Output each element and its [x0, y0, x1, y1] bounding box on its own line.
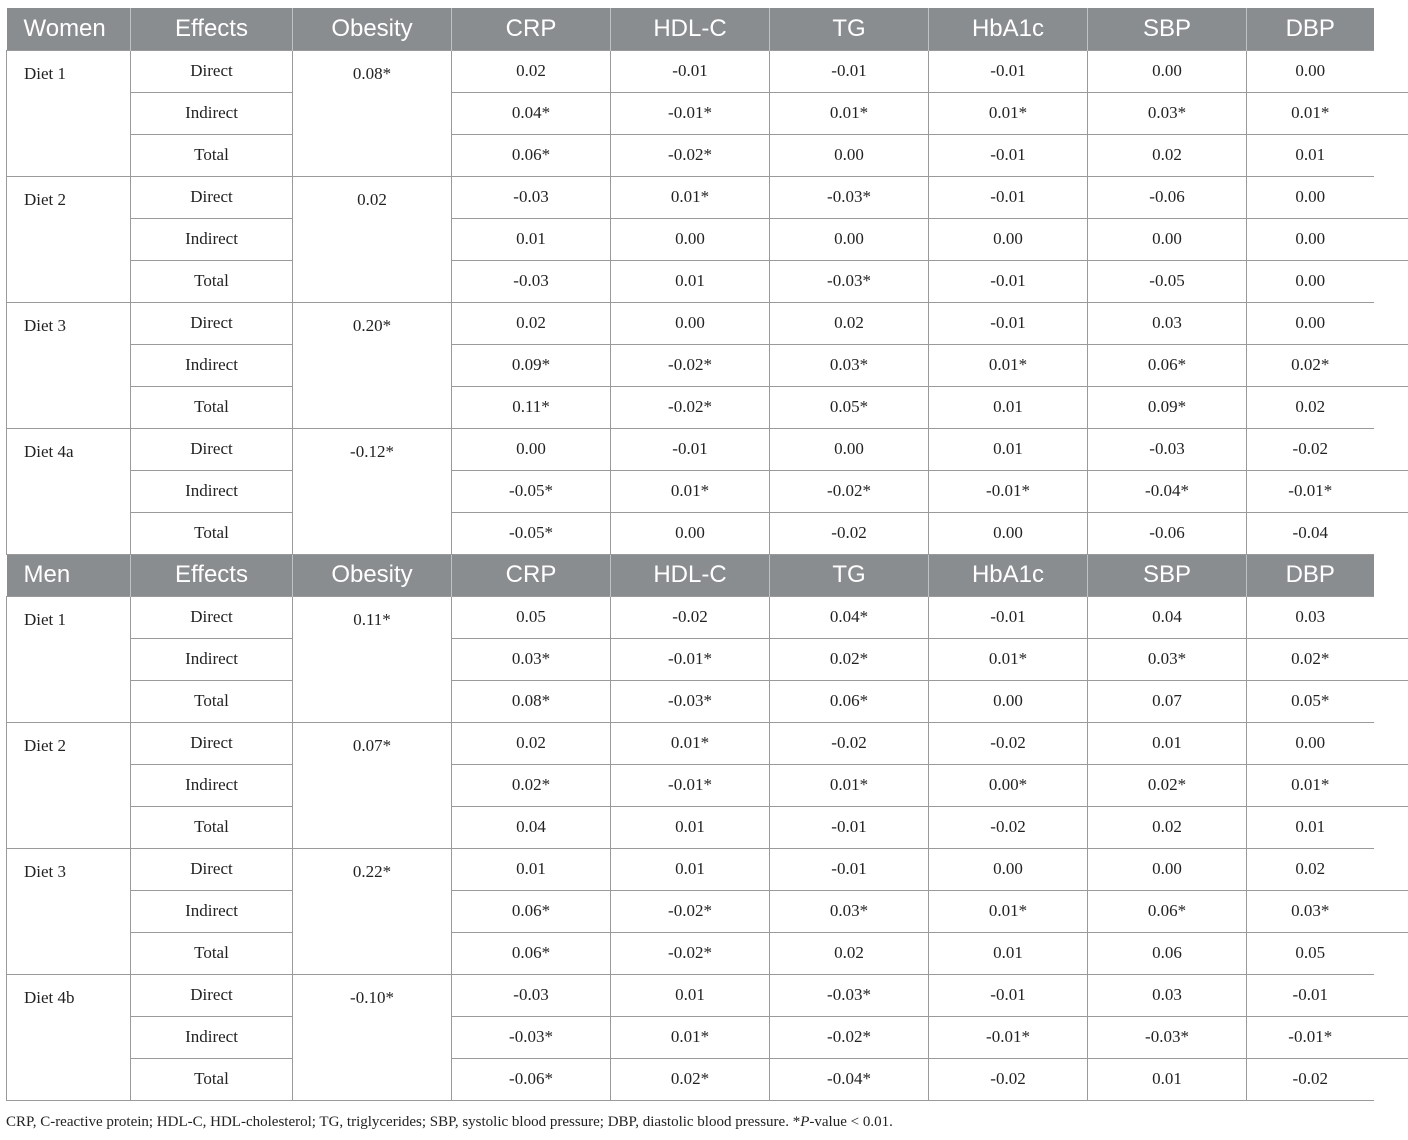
- value-cell: -0.01: [611, 428, 770, 470]
- results-table-container: [6, 8, 1408, 1101]
- obesity-value: -0.10*: [293, 974, 452, 1100]
- effect-label: Direct: [131, 848, 293, 890]
- table-row: [7, 974, 1408, 1016]
- value-cell: 0.01: [1247, 134, 1374, 176]
- value-cell: 0.03: [1088, 302, 1247, 344]
- table-row: [7, 680, 1408, 722]
- value-cell: 0.00: [1088, 848, 1247, 890]
- value-cell: 0.05: [452, 596, 611, 638]
- effect-label: Total: [131, 260, 293, 302]
- value-cell: -0.03*: [452, 1016, 611, 1058]
- value-cell: 0.02: [452, 302, 611, 344]
- value-cell: 0.09*: [1088, 386, 1247, 428]
- value-cell: -0.01: [770, 50, 929, 92]
- value-cell: -0.01: [929, 134, 1088, 176]
- value-cell: 0.05*: [770, 386, 929, 428]
- value-cell: 0.00: [1247, 218, 1374, 260]
- value-cell: 0.01: [929, 932, 1088, 974]
- value-cell: -0.03: [452, 974, 611, 1016]
- value-cell: 0.00: [1088, 50, 1247, 92]
- column-header: CRP: [452, 8, 611, 50]
- value-cell: 0.01: [1088, 1058, 1247, 1100]
- table-row: [7, 764, 1408, 806]
- footnote-p-rest: -value < 0.01.: [809, 1114, 893, 1130]
- value-cell: 0.03*: [452, 638, 611, 680]
- value-cell: 0.02: [452, 722, 611, 764]
- value-cell: 0.00: [1088, 218, 1247, 260]
- value-cell: -0.02*: [611, 932, 770, 974]
- table-row: [7, 932, 1408, 974]
- value-cell: 0.02*: [770, 638, 929, 680]
- table-row: [7, 638, 1408, 680]
- value-cell: 0.01*: [929, 890, 1088, 932]
- value-cell: -0.01*: [611, 764, 770, 806]
- row-extension: [1374, 848, 1408, 890]
- value-cell: -0.03*: [1088, 1016, 1247, 1058]
- obesity-value: 0.02: [293, 176, 452, 302]
- value-cell: 0.01*: [611, 470, 770, 512]
- row-extension: [1374, 92, 1408, 134]
- value-cell: -0.02: [1247, 428, 1374, 470]
- value-cell: 0.04*: [452, 92, 611, 134]
- effect-label: Indirect: [131, 890, 293, 932]
- effect-label: Indirect: [131, 764, 293, 806]
- row-extension: [1374, 344, 1408, 386]
- value-cell: -0.01*: [1247, 470, 1374, 512]
- row-extension: [1374, 176, 1408, 218]
- value-cell: 0.01*: [929, 344, 1088, 386]
- value-cell: 0.00: [1247, 722, 1374, 764]
- value-cell: -0.06: [1088, 176, 1247, 218]
- value-cell: 0.06*: [1088, 344, 1247, 386]
- value-cell: 0.06*: [452, 134, 611, 176]
- value-cell: -0.02: [770, 722, 929, 764]
- diet-label: Diet 1: [7, 596, 131, 722]
- diet-label: Diet 2: [7, 722, 131, 848]
- value-cell: 0.00: [452, 428, 611, 470]
- diet-label: Diet 4a: [7, 428, 131, 554]
- effect-label: Direct: [131, 176, 293, 218]
- value-cell: -0.01: [611, 50, 770, 92]
- value-cell: 0.01: [929, 428, 1088, 470]
- column-header: DBP: [1247, 554, 1374, 596]
- row-extension: [1374, 512, 1408, 554]
- value-cell: -0.02*: [611, 386, 770, 428]
- value-cell: 0.02*: [452, 764, 611, 806]
- section-label: Women: [7, 8, 131, 50]
- row-extension: [1374, 260, 1408, 302]
- table-row: [7, 386, 1408, 428]
- value-cell: 0.00: [1247, 176, 1374, 218]
- value-cell: -0.02*: [770, 1016, 929, 1058]
- table-row: [7, 92, 1408, 134]
- row-extension: [1374, 638, 1408, 680]
- section-header-row: [7, 554, 1408, 596]
- value-cell: -0.03: [452, 176, 611, 218]
- value-cell: -0.01: [929, 302, 1088, 344]
- row-extension: [1374, 134, 1408, 176]
- table-row: [7, 890, 1408, 932]
- value-cell: 0.03*: [770, 890, 929, 932]
- header-spacer: [1374, 8, 1408, 50]
- effect-label: Total: [131, 932, 293, 974]
- value-cell: 0.08*: [452, 680, 611, 722]
- effect-label: Direct: [131, 596, 293, 638]
- obesity-value: 0.11*: [293, 596, 452, 722]
- value-cell: 0.02*: [1088, 764, 1247, 806]
- effect-label: Indirect: [131, 218, 293, 260]
- value-cell: 0.01: [452, 848, 611, 890]
- row-extension: [1374, 974, 1408, 1016]
- value-cell: -0.02*: [611, 890, 770, 932]
- table-footnote: [6, 1114, 893, 1131]
- obesity-value: 0.20*: [293, 302, 452, 428]
- diet-label: Diet 3: [7, 302, 131, 428]
- value-cell: 0.01: [611, 260, 770, 302]
- value-cell: -0.02: [1247, 1058, 1374, 1100]
- value-cell: -0.01: [770, 806, 929, 848]
- row-extension: [1374, 302, 1408, 344]
- column-header: TG: [770, 554, 929, 596]
- table-row: [7, 50, 1408, 92]
- value-cell: -0.01*: [929, 1016, 1088, 1058]
- table-row: [7, 596, 1408, 638]
- value-cell: 0.00: [1247, 260, 1374, 302]
- value-cell: 0.02: [1247, 848, 1374, 890]
- column-header: Obesity: [293, 554, 452, 596]
- effect-label: Direct: [131, 302, 293, 344]
- value-cell: -0.04*: [1088, 470, 1247, 512]
- value-cell: 0.00: [1247, 302, 1374, 344]
- value-cell: 0.01: [1088, 722, 1247, 764]
- effect-label: Total: [131, 386, 293, 428]
- table-row: [7, 176, 1408, 218]
- value-cell: 0.01*: [1247, 92, 1374, 134]
- effect-label: Direct: [131, 974, 293, 1016]
- value-cell: -0.05*: [452, 512, 611, 554]
- effect-label: Total: [131, 1058, 293, 1100]
- column-header: CRP: [452, 554, 611, 596]
- value-cell: -0.01: [929, 260, 1088, 302]
- value-cell: 0.06*: [452, 932, 611, 974]
- footnote-p-label: P: [800, 1114, 810, 1130]
- value-cell: 0.00: [929, 218, 1088, 260]
- value-cell: 0.01: [611, 974, 770, 1016]
- value-cell: -0.02*: [611, 344, 770, 386]
- value-cell: 0.02: [1088, 806, 1247, 848]
- diet-label: Diet 4b: [7, 974, 131, 1100]
- obesity-value: 0.22*: [293, 848, 452, 974]
- value-cell: 0.03*: [1088, 92, 1247, 134]
- table-row: [7, 218, 1408, 260]
- table-row: [7, 1058, 1408, 1100]
- results-table: [6, 8, 1408, 1101]
- value-cell: 0.01*: [770, 764, 929, 806]
- table-row: [7, 806, 1408, 848]
- value-cell: -0.01*: [611, 638, 770, 680]
- value-cell: 0.00: [929, 680, 1088, 722]
- column-header: Effects: [131, 8, 293, 50]
- value-cell: 0.00: [611, 302, 770, 344]
- section-header-row: [7, 8, 1408, 50]
- effect-label: Direct: [131, 50, 293, 92]
- value-cell: -0.01: [770, 848, 929, 890]
- effect-label: Total: [131, 134, 293, 176]
- value-cell: 0.03*: [770, 344, 929, 386]
- value-cell: -0.02: [770, 512, 929, 554]
- value-cell: 0.01*: [611, 1016, 770, 1058]
- value-cell: 0.00: [770, 134, 929, 176]
- value-cell: -0.01*: [1247, 1016, 1374, 1058]
- value-cell: 0.06*: [1088, 890, 1247, 932]
- table-row: [7, 722, 1408, 764]
- table-row: [7, 134, 1408, 176]
- diet-label: Diet 2: [7, 176, 131, 302]
- value-cell: 0.06*: [452, 890, 611, 932]
- value-cell: 0.01*: [611, 176, 770, 218]
- value-cell: 0.11*: [452, 386, 611, 428]
- row-extension: [1374, 764, 1408, 806]
- value-cell: 0.02: [1088, 134, 1247, 176]
- value-cell: -0.02*: [770, 470, 929, 512]
- value-cell: 0.03: [1247, 596, 1374, 638]
- value-cell: -0.05: [1088, 260, 1247, 302]
- value-cell: 0.02: [770, 302, 929, 344]
- effect-label: Indirect: [131, 470, 293, 512]
- row-extension: [1374, 1058, 1408, 1100]
- column-header: DBP: [1247, 8, 1374, 50]
- value-cell: -0.03*: [770, 260, 929, 302]
- value-cell: 0.00: [611, 512, 770, 554]
- effect-label: Total: [131, 512, 293, 554]
- value-cell: -0.05*: [452, 470, 611, 512]
- row-extension: [1374, 470, 1408, 512]
- value-cell: 0.04: [452, 806, 611, 848]
- value-cell: -0.01: [929, 176, 1088, 218]
- value-cell: -0.02: [929, 1058, 1088, 1100]
- value-cell: 0.01*: [929, 638, 1088, 680]
- value-cell: 0.01: [452, 218, 611, 260]
- value-cell: -0.03*: [611, 680, 770, 722]
- diet-label: Diet 3: [7, 848, 131, 974]
- value-cell: -0.01: [929, 974, 1088, 1016]
- value-cell: 0.01: [1247, 806, 1374, 848]
- value-cell: 0.00: [1247, 50, 1374, 92]
- value-cell: -0.06: [1088, 512, 1247, 554]
- value-cell: -0.04*: [770, 1058, 929, 1100]
- column-header: HbA1c: [929, 554, 1088, 596]
- value-cell: -0.01: [929, 50, 1088, 92]
- value-cell: 0.05*: [1247, 680, 1374, 722]
- value-cell: 0.01: [929, 386, 1088, 428]
- value-cell: -0.03*: [770, 974, 929, 1016]
- obesity-value: -0.12*: [293, 428, 452, 554]
- effect-label: Direct: [131, 428, 293, 470]
- value-cell: 0.02*: [1247, 638, 1374, 680]
- value-cell: -0.01*: [929, 470, 1088, 512]
- table-row: [7, 260, 1408, 302]
- column-header: HDL-C: [611, 8, 770, 50]
- table-row: [7, 512, 1408, 554]
- column-header: Obesity: [293, 8, 452, 50]
- value-cell: -0.06*: [452, 1058, 611, 1100]
- value-cell: 0.02*: [1247, 344, 1374, 386]
- value-cell: 0.02*: [611, 1058, 770, 1100]
- row-extension: [1374, 386, 1408, 428]
- value-cell: 0.01*: [611, 722, 770, 764]
- value-cell: 0.01*: [929, 92, 1088, 134]
- obesity-value: 0.08*: [293, 50, 452, 176]
- value-cell: 0.01: [611, 806, 770, 848]
- obesity-value: 0.07*: [293, 722, 452, 848]
- section-label: Men: [7, 554, 131, 596]
- row-extension: [1374, 428, 1408, 470]
- value-cell: 0.03*: [1088, 638, 1247, 680]
- table-row: [7, 344, 1408, 386]
- effect-label: Total: [131, 806, 293, 848]
- column-header: Effects: [131, 554, 293, 596]
- table-row: [7, 848, 1408, 890]
- value-cell: -0.04: [1247, 512, 1374, 554]
- value-cell: 0.01*: [770, 92, 929, 134]
- row-extension: [1374, 1016, 1408, 1058]
- value-cell: -0.02: [929, 722, 1088, 764]
- value-cell: -0.03: [1088, 428, 1247, 470]
- diet-label: Diet 1: [7, 50, 131, 176]
- column-header: HDL-C: [611, 554, 770, 596]
- value-cell: -0.01: [1247, 974, 1374, 1016]
- row-extension: [1374, 218, 1408, 260]
- column-header: SBP: [1088, 8, 1247, 50]
- row-extension: [1374, 680, 1408, 722]
- effect-label: Total: [131, 680, 293, 722]
- row-extension: [1374, 596, 1408, 638]
- value-cell: 0.03*: [1247, 890, 1374, 932]
- effect-label: Indirect: [131, 638, 293, 680]
- table-row: [7, 428, 1408, 470]
- value-cell: 0.06: [1088, 932, 1247, 974]
- table-row: [7, 302, 1408, 344]
- value-cell: -0.01: [929, 596, 1088, 638]
- column-header: TG: [770, 8, 929, 50]
- row-extension: [1374, 932, 1408, 974]
- effect-label: Indirect: [131, 344, 293, 386]
- value-cell: 0.00: [770, 428, 929, 470]
- value-cell: -0.02: [611, 596, 770, 638]
- value-cell: 0.00: [929, 848, 1088, 890]
- value-cell: 0.02: [770, 932, 929, 974]
- effect-label: Indirect: [131, 1016, 293, 1058]
- value-cell: -0.01*: [611, 92, 770, 134]
- row-extension: [1374, 806, 1408, 848]
- value-cell: 0.07: [1088, 680, 1247, 722]
- value-cell: 0.03: [1088, 974, 1247, 1016]
- table-row: [7, 470, 1408, 512]
- value-cell: -0.03: [452, 260, 611, 302]
- value-cell: 0.00*: [929, 764, 1088, 806]
- value-cell: 0.01*: [1247, 764, 1374, 806]
- value-cell: 0.00: [929, 512, 1088, 554]
- effect-label: Direct: [131, 722, 293, 764]
- table-row: [7, 1016, 1408, 1058]
- value-cell: 0.02: [452, 50, 611, 92]
- column-header: SBP: [1088, 554, 1247, 596]
- row-extension: [1374, 890, 1408, 932]
- row-extension: [1374, 722, 1408, 764]
- value-cell: 0.02: [1247, 386, 1374, 428]
- value-cell: -0.02: [929, 806, 1088, 848]
- value-cell: 0.05: [1247, 932, 1374, 974]
- value-cell: 0.06*: [770, 680, 929, 722]
- value-cell: 0.04: [1088, 596, 1247, 638]
- value-cell: 0.01: [611, 848, 770, 890]
- value-cell: 0.00: [611, 218, 770, 260]
- column-header: HbA1c: [929, 8, 1088, 50]
- footnote-text: CRP, C-reactive protein; HDL-C, HDL-cholesterol; TG, triglycerides; SBP, systolic blood pressure; DBP, diastolic blood pressure. *: [6, 1114, 801, 1130]
- row-extension: [1374, 50, 1408, 92]
- value-cell: 0.00: [770, 218, 929, 260]
- header-spacer: [1374, 554, 1408, 596]
- value-cell: -0.03*: [770, 176, 929, 218]
- effect-label: Indirect: [131, 92, 293, 134]
- value-cell: 0.09*: [452, 344, 611, 386]
- value-cell: -0.02*: [611, 134, 770, 176]
- value-cell: 0.04*: [770, 596, 929, 638]
